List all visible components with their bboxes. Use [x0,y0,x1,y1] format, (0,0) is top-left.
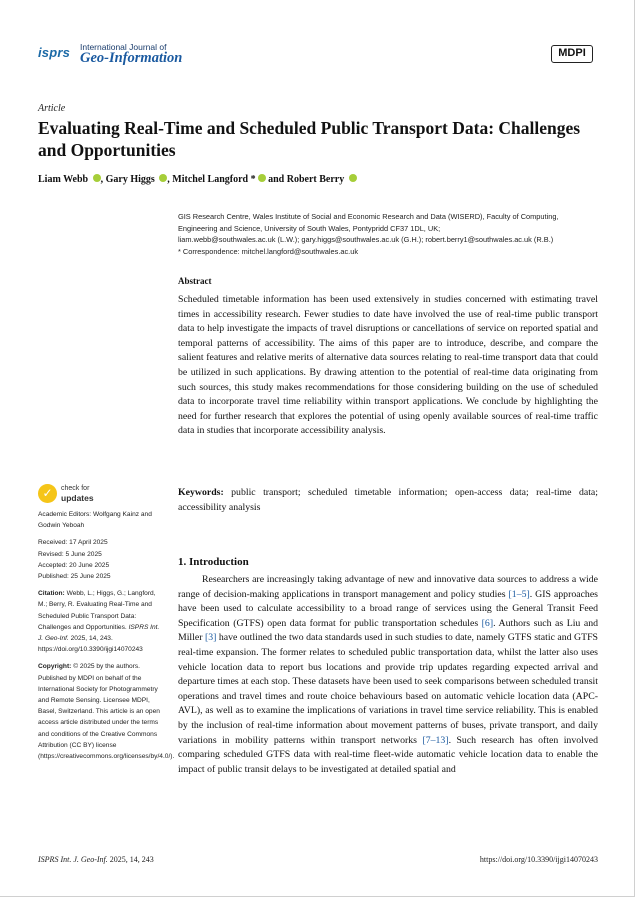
correspondence: * Correspondence: mitchel.langford@southwales.ac.uk [178,246,359,256]
abstract-text: Scheduled timetable information has been used extensively in studies concerned with estimating travel times in accessibility research. Fewer studies to date have involved the use of real-time public transport data to help investigate the impacts of travel disruptions or cancellations of service on reported spatial and temporal patterns of accessibility. The aims of this paper are to introduce, describe, and compare the salient features and relative merits of alternative data sources relating to real-time transport data that could be utilized in such applications. By drawing attention to the potential of real-time data originating from such sources, this study makes recommendations for those considering building on the use of scheduled data to incorporate travel time reliability within transport applications. We conclude by highlighting the need for further research that explores the potential of using openly available sources of real-time traffic data in studies that incorporate accessibility analysis. [178,294,598,437]
orcid-icon[interactable] [349,174,357,182]
journal-logo[interactable] [38,42,238,72]
body-text: have outlined the two data standards used in such studies to date, namely GTFS static and GTFS real-time expansion. The former relates to scheduled public transportation data, whilst the latter also uses vehicle location data to report bus locations and provide trip updates regarding expected arrival and departure times at each stop. These datasets have been used to seek comparisons between scheduled transit operations and travel times and route choice behaviours based on automatic vehicle location data (APC-AVL), as well as to examine the implications of variations in travel time service reliability. This is enabled by the inclusion of real-time information about movement patterns of buses, private transport, and daily variations in mobility patterns within transport networks [178,632,598,746]
keywords-text: public transport; scheduled timetable information; open-access data; real-time data; accessibility analysis [178,487,598,513]
article-type: Article [38,103,66,114]
date-published: Published: 25 June 2025 [38,573,111,581]
author-separator: , [167,174,173,185]
citation-journal: ISPRS Int. J. Geo-Inf. [38,623,160,643]
academic-editors: Academic Editors: Wolfgang Kainz and Godwin Yeboah [38,511,152,530]
body-text: Researchers are increasingly taking advantage of new and innovative data sources to address a wide range of decision-making applications in transport management and policy studies [178,574,598,600]
copyright [38,661,175,762]
author-list [38,174,357,185]
affiliation-line: Engineering and Science, University of South Wales, Pontypridd CF37 1DL, UK; [178,223,441,233]
copyright-text: © 2025 by the authors. Published by MDPI on behalf of the International Society for Photogrammetry and Remote Sensing. Licensee MDPI, Basel, Switzerland. This article is an open access article distributed under the terms and conditions of the Creative Commons Attribution (CC BY) license (https://creativecommons.org/licenses/by/4.0/). [38,663,175,761]
orcid-icon[interactable] [258,174,266,182]
check-label-2: updates [61,493,94,503]
citation-text: Webb, L.; Higgs, G.; Langford, M.; Berry, R. Evaluating Real-Time and Scheduled Public Transport Data: Challenges and Opportunities. [38,590,156,631]
date-revised: Revised: 5 June 2025 [38,550,102,558]
citation-link[interactable]: [6] [481,617,494,629]
check-for-updates-badge[interactable] [38,484,158,506]
author-name: Robert Berry [286,174,347,185]
date-received: Received: 17 April 2025 [38,539,108,547]
affiliation-emails: liam.webb@southwales.ac.uk (L.W.); gary.higgs@southwales.ac.uk (G.H.); robert.berry1@southwales.ac.uk (R.B.) [178,235,554,244]
dates [38,537,163,582]
author-name: Liam Webb [38,174,91,185]
footer-doi[interactable]: https://doi.org/10.3390/ijgi14070243 [479,855,598,864]
journal-name-line1: International Journal of [80,42,167,52]
affiliation-block [178,211,598,257]
abstract-heading: Abstract [178,276,212,286]
author-separator: , [100,174,106,185]
footer-journal: ISPRS Int. J. Geo-Inf. [38,855,108,864]
body-text: . GIS approaches have been used to calculate accessibility to a broad range of services using the General Transit Feed Specification (GTFS) open data format for public transportation schedules [178,588,598,629]
mdpi-logo[interactable]: MDPI [551,45,593,63]
check-icon: ✓ [38,484,57,503]
keywords [178,486,598,515]
orcid-icon[interactable] [93,174,101,182]
body-text: . Authors such as Liu and Miller [178,617,598,644]
body-text: . Such research has often involved comparing scheduled GTFS data with real-time fleet-wide automatic vehicle location data to enable the impact of public transit delays to be investigated at detailed spatial and [178,734,598,775]
citation-label: Citation: [38,590,65,598]
article-title: Evaluating Real-Time and Scheduled Public Transport Data: Challenges and Opportunities [38,118,581,160]
section-heading: 1. Introduction [178,556,249,568]
citation-volume[interactable]: 2025, 14, 243. https://doi.org/10.3390/ijgi14070243 [38,635,143,654]
footer-year-vol: 2025, 14, 243 [109,855,154,864]
citation-link[interactable]: [7–13] [422,734,449,746]
check-label-1: check for [61,485,90,492]
isprs-logo: isprs [38,45,71,60]
keywords-label: Keywords: [178,487,224,498]
author-name: Gary Higgs [105,174,158,185]
citation-link[interactable]: [1–5] [508,588,530,600]
citation-link[interactable]: [3] [204,632,217,644]
author-name: Mitchel Langford * [172,174,256,185]
footer-citation [38,855,154,864]
citation [38,588,163,655]
author-separator: and [265,174,287,185]
journal-name-line2: Geo-Information [80,50,183,66]
copyright-label: Copyright: [38,663,72,671]
date-accepted: Accepted: 20 June 2025 [38,561,110,569]
article-sidebar [38,509,175,768]
affiliation-line: GIS Research Centre, Wales Institute of Social and Economic Research and Data (WISERD), Faculty of Computing, [178,212,559,221]
introduction-text [178,573,598,777]
